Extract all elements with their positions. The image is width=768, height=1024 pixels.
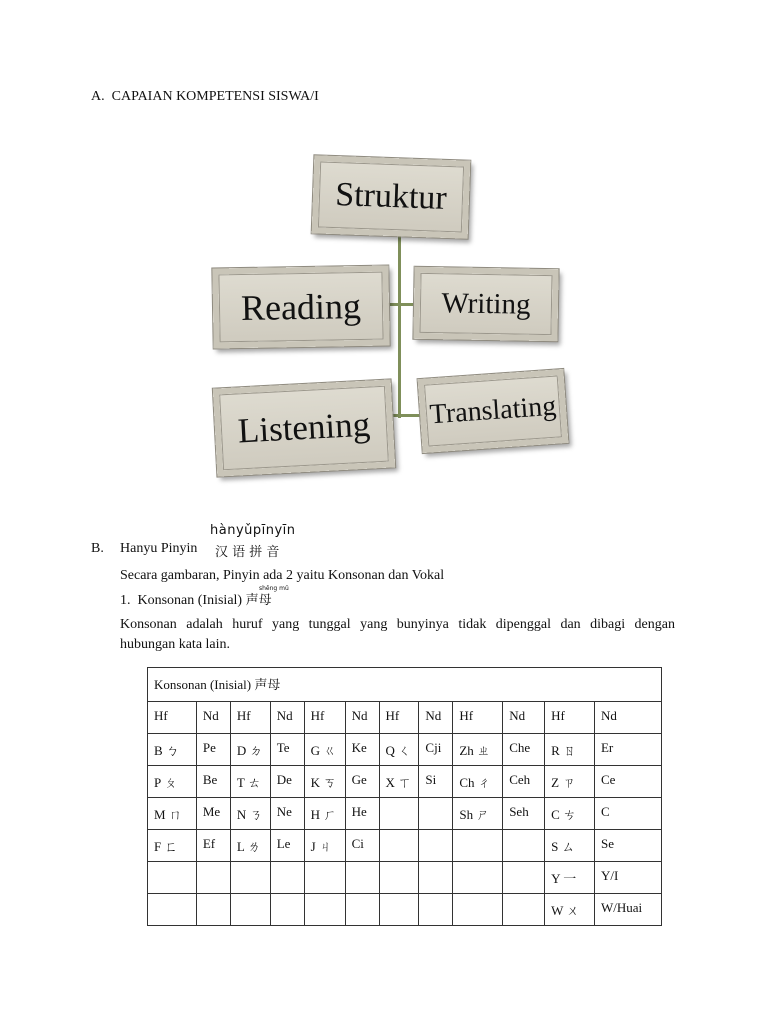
section-b-hanzi: 汉 语 拼 音 — [215, 545, 280, 560]
table-cell: Le — [270, 830, 304, 862]
table-cell: Ci — [345, 830, 379, 862]
table-cell — [230, 894, 270, 926]
table-row — [148, 830, 662, 862]
table-row — [148, 766, 662, 798]
section-b-marker: B. — [91, 541, 104, 556]
struktur-box — [312, 155, 471, 238]
item-number: 1. — [120, 593, 131, 608]
konsonan-table — [147, 667, 662, 926]
table-cell: Hf — [379, 702, 419, 734]
table-cell: Nd — [419, 702, 453, 734]
table-cell — [270, 894, 304, 926]
table-cell — [379, 862, 419, 894]
table-cell — [148, 894, 197, 926]
table-row — [148, 798, 662, 830]
table-cell — [419, 798, 453, 830]
table-cell: L ㄌ — [230, 830, 270, 862]
table-cell: F ㄈ — [148, 830, 197, 862]
konsonan-heading — [120, 590, 272, 611]
table-cell: Zh ㄓ — [453, 734, 503, 766]
table-cell: Nd — [196, 702, 230, 734]
table-row — [148, 862, 662, 894]
table-cell — [196, 862, 230, 894]
table-cell: T ㄊ — [230, 766, 270, 798]
item-title: Konsonan (Inisial) — [137, 593, 243, 608]
table-cell: S ㄙ — [545, 830, 595, 862]
table-cell — [196, 894, 230, 926]
table-cell: Er — [594, 734, 661, 766]
table-cell: Y/I — [594, 862, 661, 894]
table-cell: Si — [419, 766, 453, 798]
table-cell: Hf — [148, 702, 197, 734]
table-cell: J ㄐ — [304, 830, 345, 862]
table-cell: Ef — [196, 830, 230, 862]
table-row — [148, 734, 662, 766]
table-cell — [419, 862, 453, 894]
table-cell: C ㄘ — [545, 798, 595, 830]
table-cell: P ㄆ — [148, 766, 197, 798]
table-cell — [379, 830, 419, 862]
konsonan-desc-line1: Konsonan adalah huruf yang tunggal yang bunyinya tidak dipenggal dan dibagi dengan — [120, 617, 675, 632]
table-cell: De — [270, 766, 304, 798]
item-hanzi: 声母 — [245, 593, 272, 608]
table-cell: Ge — [345, 766, 379, 798]
table-cell: Y 一 — [545, 862, 595, 894]
writing-label: Writing — [441, 286, 531, 321]
table-cell: Che — [503, 734, 545, 766]
table-cell: G ㄍ — [304, 734, 345, 766]
table-caption: Konsonan (Inisial) 声母 — [148, 668, 662, 702]
table-cell: Nd — [345, 702, 379, 734]
reading-label: Reading — [240, 285, 362, 329]
konsonan-desc-line2: hubungan kata lain. — [120, 637, 231, 652]
table-cell: B ㄅ — [148, 734, 197, 766]
section-a-title: CAPAIAN KOMPETENSI SISWA/I — [111, 89, 319, 104]
table-cell: Cji — [419, 734, 453, 766]
table-cell: Nd — [594, 702, 661, 734]
table-cell: Te — [270, 734, 304, 766]
connector-listening-translating — [392, 414, 422, 417]
table-cell — [230, 862, 270, 894]
table-cell — [304, 894, 345, 926]
table-cell: He — [345, 798, 379, 830]
table-cell: C — [594, 798, 661, 830]
table-cell: M ㄇ — [148, 798, 197, 830]
table-cell: Ceh — [503, 766, 545, 798]
table-header-row — [148, 702, 662, 734]
listening-label: Listening — [236, 404, 372, 451]
table-cell: N ㄋ — [230, 798, 270, 830]
struktur-label: Struktur — [334, 176, 448, 217]
table-cell: W/Huai — [594, 894, 661, 926]
section-b-title: Hanyu Pinyin — [120, 541, 198, 556]
table-cell: Hf — [304, 702, 345, 734]
writing-box — [413, 267, 558, 342]
table-cell — [503, 830, 545, 862]
table-cell — [379, 798, 419, 830]
reading-box — [212, 265, 389, 348]
listening-box — [213, 379, 395, 476]
table-cell — [148, 862, 197, 894]
table-cell — [453, 894, 503, 926]
table-cell: Z ㄗ — [545, 766, 595, 798]
table-cell — [345, 894, 379, 926]
table-cell: Sh ㄕ — [453, 798, 503, 830]
translating-box — [418, 369, 569, 453]
table-cell: Nd — [270, 702, 304, 734]
table-cell: Seh — [503, 798, 545, 830]
table-cell — [453, 862, 503, 894]
table-cell: R ㄖ — [545, 734, 595, 766]
table-cell — [304, 862, 345, 894]
section-a-marker: A. — [91, 89, 105, 104]
table-cell: W ㄨ — [545, 894, 595, 926]
table-cell: Ke — [345, 734, 379, 766]
translating-label: Translating — [428, 390, 558, 431]
connector-reading-writing — [386, 303, 416, 306]
table-cell — [503, 894, 545, 926]
table-cell: Me — [196, 798, 230, 830]
table-row — [148, 894, 662, 926]
table-cell: D ㄉ — [230, 734, 270, 766]
connector-vertical — [398, 234, 401, 418]
table-cell: Hf — [453, 702, 503, 734]
item-pinyin-annotation: shēng mǔ — [259, 585, 289, 592]
table-cell: X ㄒ — [379, 766, 419, 798]
table-cell — [503, 862, 545, 894]
table-cell: Hf — [230, 702, 270, 734]
table-cell — [419, 894, 453, 926]
table-cell: Q ㄑ — [379, 734, 419, 766]
table-cell — [345, 862, 379, 894]
table-cell — [453, 830, 503, 862]
table-cell: Ne — [270, 798, 304, 830]
table-cell: H ㄏ — [304, 798, 345, 830]
table-cell: Hf — [545, 702, 595, 734]
table-cell: Nd — [503, 702, 545, 734]
table-cell: Se — [594, 830, 661, 862]
table-cell — [379, 894, 419, 926]
table-cell: Ce — [594, 766, 661, 798]
pinyin-intro: Secara gambaran, Pinyin ada 2 yaitu Konsonan dan Vokal — [120, 568, 445, 583]
table-cell: Be — [196, 766, 230, 798]
table-cell: Ch ㄔ — [453, 766, 503, 798]
table-cell — [419, 830, 453, 862]
pinyin-annotation: hànyǔpīnyīn — [210, 523, 296, 538]
table-cell — [270, 862, 304, 894]
table-cell: Pe — [196, 734, 230, 766]
table-cell: K ㄎ — [304, 766, 345, 798]
